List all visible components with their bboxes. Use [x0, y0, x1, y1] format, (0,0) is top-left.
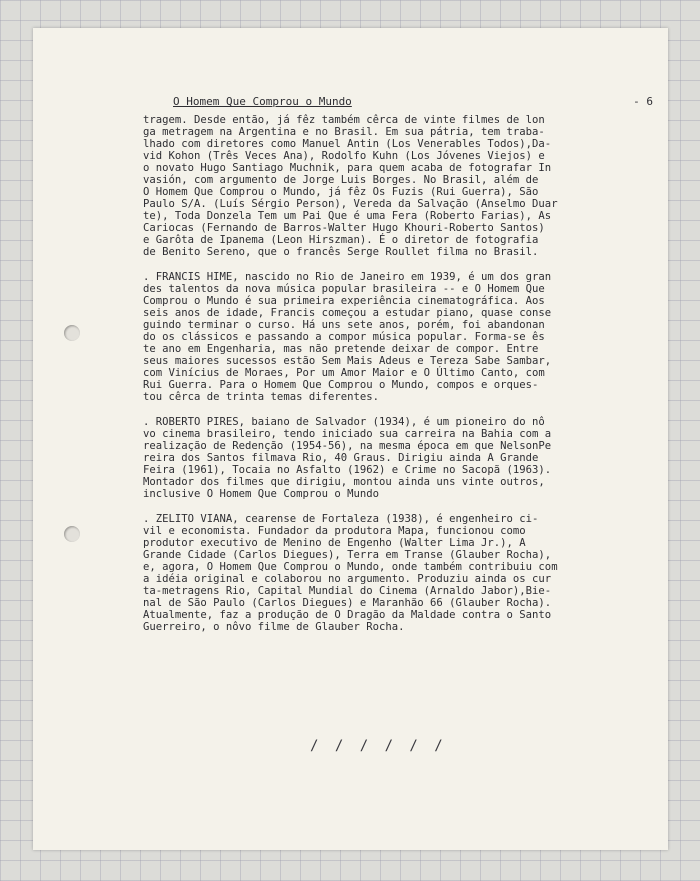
- paragraph-roberto-pires: [143, 416, 653, 500]
- page-number: - 6: [633, 95, 653, 108]
- text-line: seus maiores sucessos estão Sem Mais Adeus e Tereza Sabe Sambar,: [143, 355, 552, 367]
- text-line: . ROBERTO PIRES, baiano de Salvador (1934), é um pioneiro do nô: [143, 416, 545, 428]
- text-line: do os clássicos e passando a compor música popular. Forma-se ês: [143, 331, 545, 343]
- text-line: com Vinícius de Moraes, Por um Amor Maior e O Último Canto, com: [143, 367, 545, 379]
- page-content: [143, 96, 653, 646]
- paragraph-francis-hime: [143, 271, 653, 403]
- text-line: O Homem Que Comprou o Mundo, já fêz Os Fuzis (Rui Guerra), São: [143, 186, 539, 198]
- text-line: produtor executivo de Menino de Engenho (Walter Lima Jr.), A: [143, 537, 526, 549]
- page-title: O Homem Que Comprou o Mundo: [173, 95, 352, 108]
- text-line: realização de Redenção (1954-56), na mesma época em que NelsonPe: [143, 440, 552, 452]
- text-line: Atualmente, faz a produção de O Dragão da Maldade contra o Santo: [143, 609, 552, 621]
- text-line: guindo terminar o curso. Há uns sete anos, porém, foi abandonan: [143, 319, 545, 331]
- text-line: de Benito Sereno, que o francês Serge Roullet filma no Brasil.: [143, 246, 539, 258]
- text-line: des talentos da nova música popular brasileira -- e O Homem Que: [143, 283, 545, 295]
- text-line: tragem. Desde então, já fêz também cêrca de vinte filmes de lon: [143, 114, 545, 126]
- text-line: Rui Guerra. Para o Homem Que Comprou o Mundo, compos e orques-: [143, 379, 539, 391]
- text-line: seis anos de idade, Francis começou a estudar piano, quase conse: [143, 307, 552, 319]
- punch-hole: [64, 325, 80, 341]
- text-line: lhado com diretores como Manuel Antin (Los Venerables Todos),Da-: [143, 138, 552, 150]
- text-line: vid Kohon (Três Veces Ana), Rodolfo Kuhn (Los Jóvenes Viejos) e: [143, 150, 545, 162]
- text-line: Paulo S/A. (Luís Sérgio Person), Vereda da Salvação (Anselmo Duar: [143, 198, 558, 210]
- text-line: vil e economista. Fundador da produtora Mapa, funcionou como: [143, 525, 526, 537]
- text-line: Feira (1961), Tocaia no Asfalto (1962) e Crime no Sacopã (1963).: [143, 464, 552, 476]
- text-line: reira dos Santos filmava Rio, 40 Graus. Dirigiu ainda A Grande: [143, 452, 539, 464]
- text-line: e Garôta de Ipanema (Leon Hirszman). É o diretor de fotografia: [143, 234, 539, 246]
- paragraph-zelito-viana: [143, 513, 653, 633]
- text-line: Montador dos filmes que dirigiu, montou ainda uns vinte outros,: [143, 476, 545, 488]
- text-line: e, agora, O Homem Que Comprou o Mundo, onde também contribuiu com: [143, 561, 558, 573]
- paragraph-cinematographer: [143, 114, 653, 258]
- text-line: Grande Cidade (Carlos Diegues), Terra em Transe (Glauber Rocha),: [143, 549, 552, 561]
- text-line: Comprou o Mundo é sua primeira experiência cinematográfica. Aos: [143, 295, 545, 307]
- end-marks: / / / / / /: [310, 738, 447, 754]
- text-line: te), Toda Donzela Tem um Pai Que é uma Fera (Roberto Farias), As: [143, 210, 552, 222]
- text-line: Cariocas (Fernando de Barros-Walter Hugo Khouri-Roberto Santos): [143, 222, 545, 234]
- text-line: te ano em Engenharia, mas não pretende deixar de compor. Entre: [143, 343, 539, 355]
- page-header: [143, 96, 653, 114]
- document-page: [33, 28, 668, 850]
- text-line: ta-metragens Rio, Capital Mundial do Cinema (Arnaldo Jabor),Bie-: [143, 585, 552, 597]
- text-line: vasión, com argumento de Jorge Luis Borges. No Brasil, além de: [143, 174, 539, 186]
- text-line: o novato Hugo Santiago Muchnik, para quem acaba de fotografar In: [143, 162, 552, 174]
- text-line: Guerreiro, o nôvo filme de Glauber Rocha.: [143, 621, 405, 633]
- text-line: inclusive O Homem Que Comprou o Mundo: [143, 488, 379, 500]
- text-line: nal de São Paulo (Carlos Diegues) e Maranhão 66 (Glauber Rocha).: [143, 597, 552, 609]
- text-line: . FRANCIS HIME, nascido no Rio de Janeiro em 1939, é um dos gran: [143, 271, 552, 283]
- text-line: a idéia original e colaborou no argumento. Produziu ainda os cur: [143, 573, 552, 585]
- text-line: ga metragem na Argentina e no Brasil. Em sua pátria, tem traba-: [143, 126, 545, 138]
- text-line: . ZELITO VIANA, cearense de Fortaleza (1938), é engenheiro ci-: [143, 513, 539, 525]
- punch-hole: [64, 526, 80, 542]
- text-line: tou cêrca de trinta temas diferentes.: [143, 391, 379, 403]
- text-line: vo cinema brasileiro, tendo iniciado sua carreira na Bahia com a: [143, 428, 552, 440]
